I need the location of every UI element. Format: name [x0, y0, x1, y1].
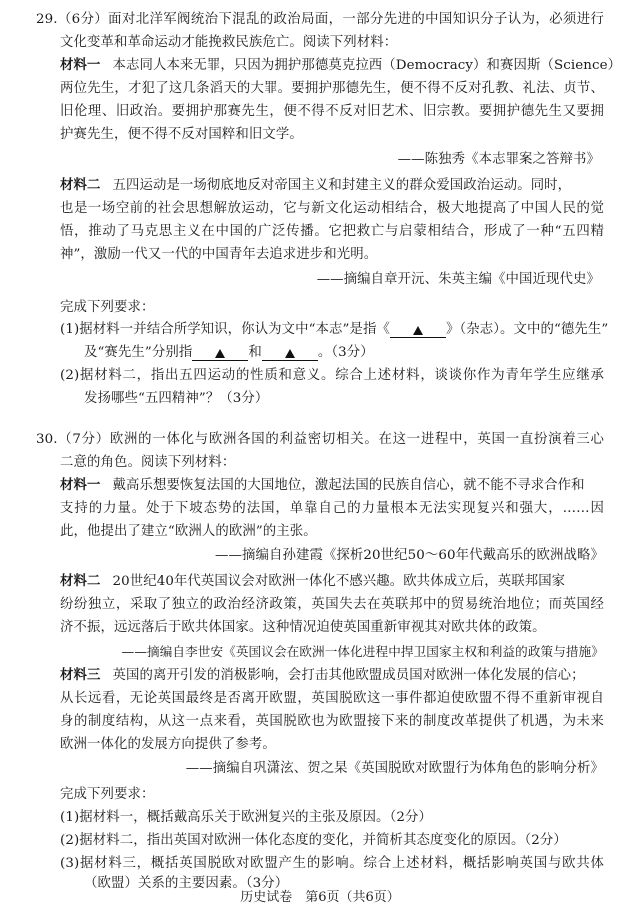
- q29-material-1-line-1: 材料一 本志同人本来无罪，只因为拥护那德莫克拉西（Democracy）和赛因斯（Science）: [60, 57, 622, 73]
- q30-requirements-heading: 完成下列要求：: [60, 787, 155, 802]
- q29-task-2-line-1: (2)据材料二，指出五四运动的性质和意义。综合上述材料，谈谈你作为青年学生应继承: [60, 368, 604, 383]
- q29-material-2-source: ——摘编自章开沅、朱英主编《中国近现代史》: [316, 272, 600, 287]
- q30-material-1-label: 材料一: [60, 477, 101, 493]
- triangle-marker-icon: [215, 349, 225, 358]
- q30-material-3-line-4: 欧洲一体化的发展方向提供了参考。: [60, 737, 276, 752]
- triangle-marker-icon: [285, 349, 295, 358]
- q29-task-2-line-2: 发扬哪些“五四精神”？（3分）: [84, 391, 269, 406]
- q30-intro-line-2: 二意的角色。阅读下列材料：: [60, 455, 236, 470]
- q29-material-1-line-4: 护赛先生，便不得不反对国粹和旧文学。: [60, 127, 303, 142]
- q29-material-2-line-1: 材料二 五四运动是一场彻底地反对帝国主义和封建主义的群众爱国政治运动。同时，: [60, 177, 572, 193]
- q30-material-1-line-3: 此，他提出了建立“欧洲人的欧洲”的主张。: [60, 524, 317, 539]
- q30-material-3-line-1: 材料三 英国的离开引发的消极影响，会打击其他欧盟成员国对欧洲一体化发展的信心；: [60, 667, 585, 683]
- q30-material-2-source: ——摘编自李世安《英国议会在欧洲一体化进程中捍卫国家主权和利益的政策与措施》: [121, 644, 604, 659]
- q29-material-2-line-4: 神”，激励一代又一代的中国青年去追求进步和光明。: [60, 247, 378, 262]
- page-footer: 历史试卷 第6页（共6页）: [240, 890, 400, 905]
- q30-material-2-label: 材料二: [60, 573, 101, 589]
- triangle-marker-icon: [413, 326, 423, 335]
- q30-material-1-source: ——摘编自孙建霞《探析20世纪50～60年代戴高乐的欧洲战略》: [215, 548, 604, 563]
- q29-material-2-label: 材料二: [60, 177, 101, 193]
- q30-task-3-line-2: （欧盟）关系的主要因素。（3分）: [84, 876, 289, 891]
- q30-material-1-line-2: 支持的力量。处于下坡态势的法国，单靠自己的力量根本无法实现复兴和强大，……因: [60, 501, 605, 516]
- q30-material-3-line-2: 从长远看，无论英国最终是否离开欧盟，英国脱欧这一事件都迫使欧盟不得不重新审视自: [60, 691, 604, 706]
- q29-material-2-line-2: 也是一场空前的社会思想解放运动，它与新文化运动相结合，极大地提高了中国人民的觉: [60, 201, 604, 216]
- q30-task-1: (1)据材料一，概括戴高乐关于欧洲复兴的主张及原因。（2分）: [60, 810, 432, 825]
- q29-material-1-label: 材料一: [60, 57, 101, 73]
- answer-blank-de[interactable]: [192, 345, 248, 361]
- q29-intro-line-2: 文化变革和革命运动才能挽救民族危亡。阅读下列材料：: [60, 35, 398, 50]
- q29-material-1-line-2: 两位先生，才犯了这几条滔天的大罪。要拥护那德先生，便不得不反对孔教、礼法、贞节、: [60, 81, 604, 96]
- q29-material-2-line-3: 悟，推动了马克思主义在中国的广泛传播。它把救亡与启蒙相结合，形成了一种“五四精: [60, 224, 604, 239]
- q29-material-1-line-3: 旧伦理、旧政治。要拥护那赛先生，便不得不反对旧艺术、旧宗教。要拥护德先生又要拥: [60, 104, 604, 119]
- q30-material-3-label: 材料三: [60, 667, 101, 683]
- q30-task-3-line-1: (3)据材料三，概括英国脱欧对欧盟产生的影响。综合上述材料，概括影响英国与欧共体: [60, 856, 604, 871]
- answer-blank-sai[interactable]: [262, 345, 318, 361]
- q29-requirements-heading: 完成下列要求：: [60, 300, 155, 315]
- q29-intro-line-1: 29.（6分）面对北洋军阀统治下混乱的政治局面，一部分先进的中国知识分子认为，必须进行: [36, 12, 604, 27]
- q30-intro-line-1: 30.（7分）欧洲的一体化与欧洲各国的利益密切相关。在这一进程中，英国一直扮演着三心: [36, 432, 604, 447]
- q29-material-1-source: ——陈独秀《本志罪案之答辩书》: [397, 152, 600, 167]
- q30-material-2-line-3: 济不振，远远落后于欧共体国家。这种情况迫使英国重新审视其对欧共体的政策。: [60, 620, 546, 635]
- q30-material-2-line-1: 材料二 20世纪40年代英国议会对欧洲一体化不感兴趣。欧共体成立后，英联邦国家: [60, 573, 566, 589]
- q30-material-3-source: ——摘编自巩潇泫、贺之杲《英国脱欧对欧盟行为体角色的影响分析》: [185, 761, 604, 776]
- q30-material-1-line-1: 材料一 戴高乐想要恢复法国的大国地位，激起法国的民族自信心，就不能不寻求合作和: [60, 477, 585, 493]
- q30-material-3-line-3: 身的制度结构，从这一点来看，英国脱欧也为欧盟接下来的制度改革提供了机遇，为未来: [60, 714, 604, 729]
- q30-task-2: (2)据材料二，指出英国对欧洲一体化态度的变化，并简析其态度变化的原因。（2分）: [60, 833, 567, 848]
- answer-blank-magazine[interactable]: [390, 322, 446, 338]
- q29-task-1-line-1: (1)据材料一并结合所学知识，你认为文中“本志”是指《 》（杂志）。文中的“德先生”: [60, 322, 609, 337]
- q29-task-1-line-2: 及“赛先生”分别指 和 。（3分）: [84, 345, 374, 360]
- q30-material-2-line-2: 纷纷独立，采取了独立的政治经济政策，英国失去在英联邦中的贸易统治地位；而英国经: [60, 597, 604, 612]
